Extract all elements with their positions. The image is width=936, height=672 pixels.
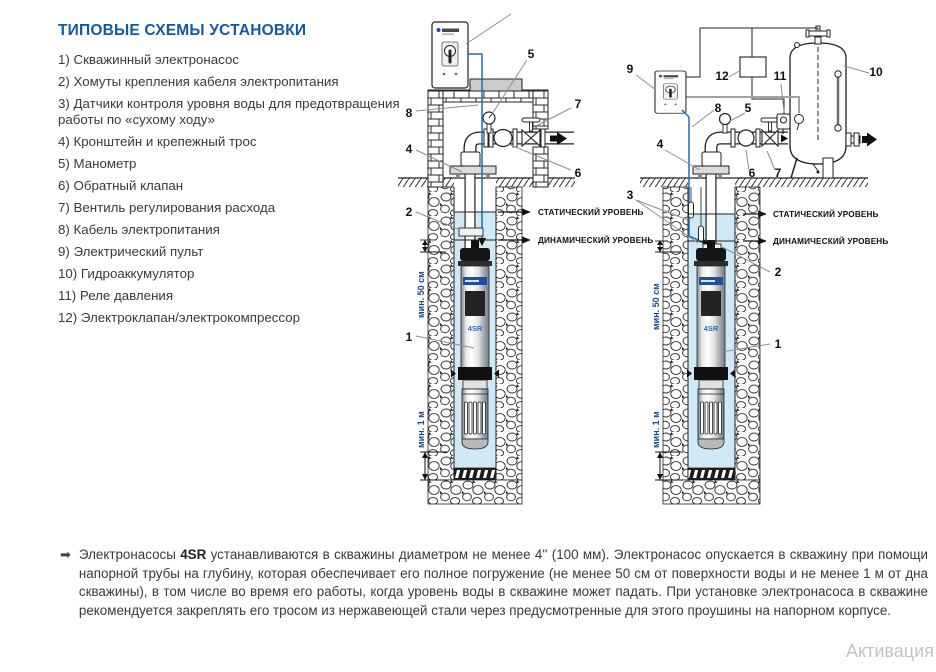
installation-note — [60, 546, 928, 620]
rock-strata — [428, 187, 454, 480]
callout-3: 3 — [626, 188, 634, 202]
list-item: 12) Электроклапан/электрокомпрессор — [58, 310, 301, 325]
list-item: 11) Реле давления — [58, 288, 174, 303]
callout-6: 6 — [748, 166, 756, 180]
chamber-lid — [470, 79, 522, 91]
static-level-label: СТАТИЧЕСКИЙ УРОВЕНЬ — [538, 208, 644, 217]
callout-5: 5 — [527, 47, 535, 61]
callout-10: 10 — [869, 65, 883, 79]
list-item: 10) Гидроаккумулятор — [58, 266, 195, 281]
callout-7: 7 — [774, 166, 782, 180]
list-item: 2) Хомуты крепления кабеля электропитания — [58, 74, 339, 89]
note-prefix: Электронасосы — [78, 547, 181, 562]
gravel-bed — [688, 468, 735, 480]
min50-label: мин. 50 см — [416, 271, 426, 318]
pressure-gauge — [720, 114, 731, 125]
callout-2: 2 — [405, 205, 413, 219]
level-sensor — [699, 226, 704, 242]
note-text — [79, 546, 928, 620]
electrovalve-box — [740, 57, 766, 77]
air-valve — [808, 31, 828, 36]
flow-arrow — [862, 133, 877, 147]
callout-1: 1 — [774, 337, 782, 351]
min1m-label: мин. 1 м — [416, 411, 426, 448]
callout-7: 7 — [574, 97, 582, 111]
callout-8: 8 — [714, 101, 722, 115]
callout-12: 12 — [715, 69, 729, 83]
dynamic-level-label: ДИНАМИЧЕСКИЙ УРОВЕНЬ — [773, 237, 889, 246]
list-item: 1) Скважинный электронасос — [58, 52, 240, 67]
static-level-label: СТАТИЧЕСКИЙ УРОВЕНЬ — [773, 210, 879, 219]
dynamic-level-label: ДИНАМИЧЕСКИЙ УРОВЕНЬ — [538, 236, 654, 245]
list-item: 9) Электрический пульт — [58, 244, 204, 259]
callout-9: 9 — [626, 62, 634, 76]
list-item: 3) Датчики контроля уровня воды для предотвращения работы по «сухому ходу» — [58, 96, 400, 127]
callout-11: 11 — [773, 69, 787, 83]
min50-label: мин. 50 см — [651, 283, 661, 330]
list-item: 8) Кабель электропитания — [58, 222, 220, 237]
callout-8: 8 — [405, 106, 413, 120]
control-panel — [432, 22, 468, 88]
arrow-bullet-icon: ➡ — [60, 547, 71, 562]
min1m-label: мин. 1 м — [651, 411, 661, 448]
note-body: устанавливаются в скважины диаметром не менее 4'' (100 мм). Электронасос опускается в скважину при помощи напорной трубы на глубину, которая обеспечивает его полное погружение (не менее 50 см от поверхности воды и не менее 1 м от дна скважины), в том числе во время его работы, когда уровень воды в скважине может падать. При установке электронасоса в скважине рекомендуется закреплять его тросом из нержавеющей стали через предусмотренные для этого проушины на напорном корпусе. — [78, 547, 928, 618]
activation-watermark: Активация — [846, 641, 934, 661]
list-item: 5) Манометр — [58, 156, 137, 171]
callout-5: 5 — [744, 101, 752, 115]
page-title: ТИПОВЫЕ СХЕМЫ УСТАНОВКИ — [58, 22, 307, 39]
gravel-bed — [454, 468, 496, 480]
rock-strata — [663, 187, 688, 480]
check-valve — [494, 130, 512, 147]
level-sensor — [689, 202, 694, 218]
list-item: 7) Вентиль регулирования расхода — [58, 200, 276, 215]
installation-diagrams: 4SR СТАТИЧЕСКИЙ УРОВЕНЬ ДИНАМИЧЕСКИЙ УРОВЕНЬ мин. 50 см мин. 1 м 5 7 6 8 4 2 1 СТАТИЧЕСКИЙ УРОВЕНЬ ДИНАМИЧЕСКИЙ УРОВЕНЬ мин. 50 см мин. 1 м 9 12 11 10 8 5 4 6 7 3 2 1 — [0, 0, 936, 530]
diagram-left — [398, 14, 653, 504]
list-item: 6) Обратный клапан — [58, 178, 184, 193]
wellhead-bracket — [693, 166, 729, 174]
brick-chamber — [428, 90, 548, 102]
control-panel — [655, 71, 686, 113]
tank-gauge — [795, 115, 804, 124]
list-item: 4) Кронштейн и крепежный трос — [58, 134, 257, 149]
diagram-right — [627, 26, 889, 504]
callout-1: 1 — [405, 330, 413, 344]
callout-6: 6 — [574, 166, 582, 180]
callout-4: 4 — [405, 142, 413, 156]
callout-4: 4 — [656, 137, 664, 151]
note-model: 4SR — [180, 547, 207, 562]
callout-2: 2 — [774, 265, 782, 279]
check-valve — [738, 130, 754, 146]
cable-clamp — [459, 228, 483, 236]
ground-hatch — [398, 178, 454, 187]
